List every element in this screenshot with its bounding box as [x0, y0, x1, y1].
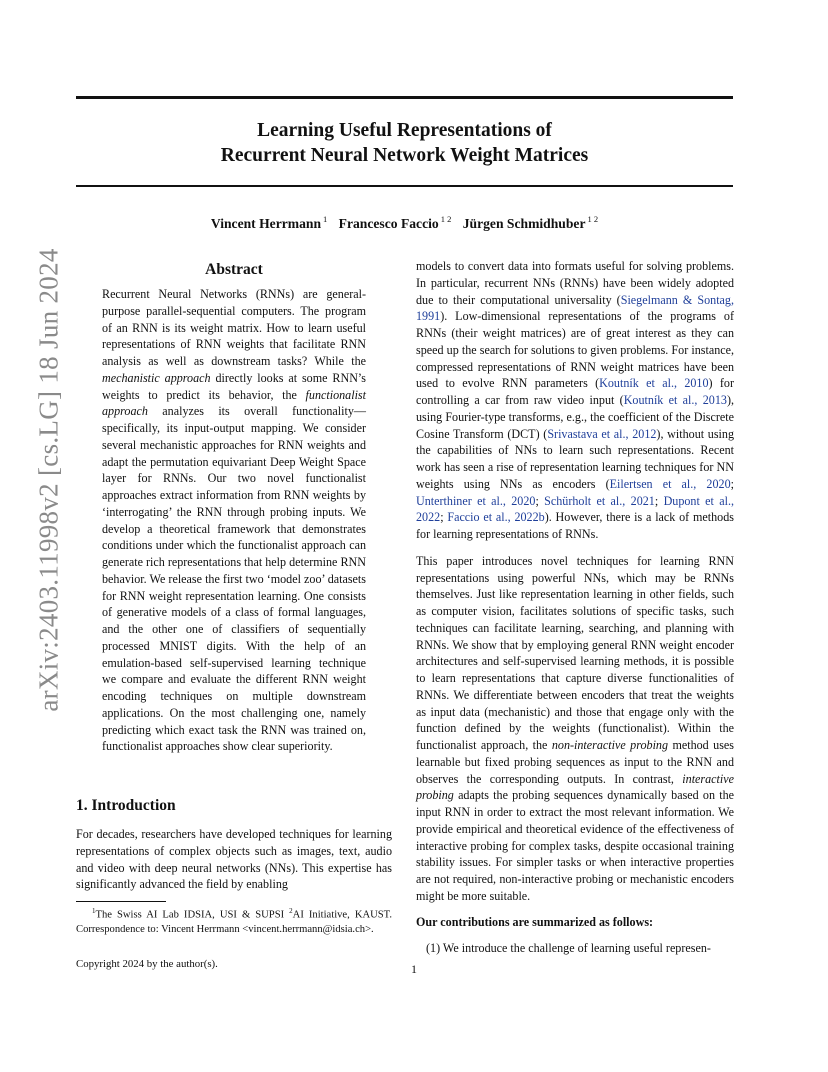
text-run: ), without using the capabilities of NNs to learn such representations. Recent work has seen a rise of representation learning techniques for NN weights using NNs as encoders ( — [416, 426, 734, 491]
text-run: directly looks at some RNN’s weights to predict its behavior, the — [102, 370, 366, 402]
author-name: Francesco Faccio — [338, 215, 439, 231]
contributions-heading: Our contributions are summarized as follows: — [416, 914, 654, 929]
abstract-heading: Abstract — [205, 261, 263, 278]
text-run: ; — [440, 510, 448, 525]
citation-link[interactable]: Faccio et al., 2022b — [447, 510, 545, 525]
author-affiliation: 1 2 — [587, 214, 599, 224]
left-column — [76, 258, 392, 755]
citation-link[interactable]: Schürholt et al., 2021 — [544, 493, 655, 508]
section-heading-introduction: 1. Introduction — [76, 797, 176, 814]
right-column — [416, 258, 734, 957]
emphasized-term: non-interactive probing — [551, 738, 669, 752]
author-affiliation: 1 — [323, 214, 328, 224]
author — [463, 216, 598, 231]
author-list — [76, 214, 733, 232]
copyright-notice: Copyright 2024 by the author(s). — [76, 958, 218, 970]
citation-link[interactable]: Siegelmann & Sontag, 1991 — [416, 292, 734, 324]
citation-link[interactable]: Dupont et al., 2022 — [416, 493, 735, 525]
text-run: This paper introduces novel techniques for learning RNN representations using powerful NNs, which may be RNNs themselves. Just like representation learning in other fields, such as computer vision, facilitates solutions of specific tasks, such techniques can facilitate learning, searching, and planning with RNNs. We show that by employing general RNN weight encoder architectures and self-supervised learning methods, it is possible to learn representations that capture diverse functionalities of RNNs. We differentiate between encoders that treat the weights as input data (mechanistic) and those that engage only with the function defined by the weights (functionalist). Within the functionalist approach, the — [416, 553, 734, 752]
title-rule-top — [76, 96, 733, 99]
text-run: adapts the probing sequences dynamically based on the input RNN in order to extract the most relevant information. We provide empirical and theoretical evidence of the effectiveness of interactive probing for complex tasks, despite occasional training stability issues. For simpler tasks or when interactive properties are not required, non-interactive probing or mechanistic encoders might be more suitable. — [416, 788, 734, 903]
text-run: ), using Fourier-type transforms, e.g., the coefficient of the Discrete Cosine Transform (DCT) ( — [416, 393, 734, 441]
text-run: ; — [730, 476, 734, 491]
text-run: ; — [535, 493, 545, 508]
body-paragraph — [416, 258, 734, 543]
text-run: For decades, researchers have developed techniques for learning representations of complex objects such as images, text, audio and video with deep neural networks (NNs). This expertise has significantly advanced the field by enabling — [76, 827, 392, 892]
citation-link[interactable]: Koutník et al., 2013 — [623, 393, 727, 407]
citation-link[interactable]: Srivastava et al., 2012 — [547, 426, 657, 441]
superscript-mark: 2 — [289, 907, 293, 915]
page-number: 1 — [411, 962, 417, 976]
text-run: ). Low-dimensional representations of the programs of RNNs (their weight matrices) are of great interest as they can speed up the search for solutions to given problems. For instance, compressed representations of RNN weight matrices have been used to evolve RNN parameters ( — [416, 309, 734, 391]
text-run: ). However, there is a lack of methods for learning representations of RNNs. — [416, 510, 734, 541]
body-paragraph — [416, 553, 734, 905]
text-run: AI Initiative, KAUST. Correspondence to: Vincent Herrmann <vincent.herrmann@idsia.ch>. — [76, 909, 393, 936]
paper-title — [76, 118, 733, 168]
author — [211, 216, 327, 231]
text-run: models to convert data into formats useful for solving problems. In particular, recurrent NNs (RNNs) have been widely adopted due to their computational universality ( — [416, 259, 734, 307]
text-run: The Swiss AI Lab IDSIA, USI & SUPSI — [95, 909, 290, 921]
author-name: Jürgen Schmidhuber — [462, 215, 586, 231]
introduction-paragraph — [76, 826, 392, 893]
title-rule-bottom — [76, 185, 733, 187]
title-line-1: Learning Useful Representations of — [257, 120, 552, 141]
emphasized-term: functionalist approach — [102, 387, 366, 419]
text-run: method uses learnable but fixed probing sequences as input to the RNN and observes the corresponding outputs. In contrast, — [416, 738, 734, 786]
contribution-item: (1) We introduce the challenge of learning useful represen- — [426, 941, 711, 956]
affiliation-footnote — [76, 904, 392, 938]
text-run: ; — [654, 493, 664, 508]
text-run: ) for controlling a car from raw video input ( — [416, 376, 735, 407]
citation-link[interactable]: Koutník et al., 2010 — [599, 376, 709, 391]
author-affiliation: 1 2 — [440, 214, 452, 224]
text-run: analyzes its overall functionality—specifically, its input-output mapping. We consider several mechanistic approaches for RNN weights and adapt the permutation equivariant Deep Weight Space layer for RNNs. Our two novel functionalist approaches extract information from RNN weights by ‘interrogating’ the RNN through probing inputs. We develop a theoretical framework that demonstrates conditions under which the functionalist approach can generate rich representations that help determine RNN behavior. We release the first two ‘model zoo’ datasets for RNN weight representation learning. One consists of generative models of a class of formal languages, and the other one of classifiers of sequentially processed MNIST digits. With the help of an emulation-based self-supervised learning technique we compare and evaluate the different RNN weight encoding techniques on multiple downstream applications. On the most challenging one, namely predicting which exact task the RNN was trained on, functionalist approaches show clear superiority. — [102, 404, 366, 754]
abstract-body — [102, 286, 366, 755]
emphasized-term: interactive probing — [416, 771, 734, 803]
citation-link[interactable]: Eilertsen et al., 2020 — [609, 476, 731, 491]
footnote-rule — [76, 901, 166, 902]
emphasized-term: mechanistic approach — [102, 370, 211, 385]
title-line-2: Recurrent Neural Network Weight Matrices — [220, 145, 589, 166]
citation-link[interactable]: Unterthiner et al., 2020 — [416, 493, 536, 508]
author — [339, 216, 452, 231]
superscript-mark: 1 — [92, 907, 96, 915]
author-name: Vincent Herrmann — [210, 215, 322, 231]
text-run: Recurrent Neural Networks (RNNs) are general-purpose parallel-sequential computers. The program of an RNN is its weight matrix. How to learn useful representations of RNN weights that facilitate RNN analysis as well as downstream tasks? While the — [102, 287, 366, 368]
arxiv-identifier-stamp: arXiv:2403.11998v2 [cs.LG] 18 Jun 2024 — [33, 248, 64, 712]
